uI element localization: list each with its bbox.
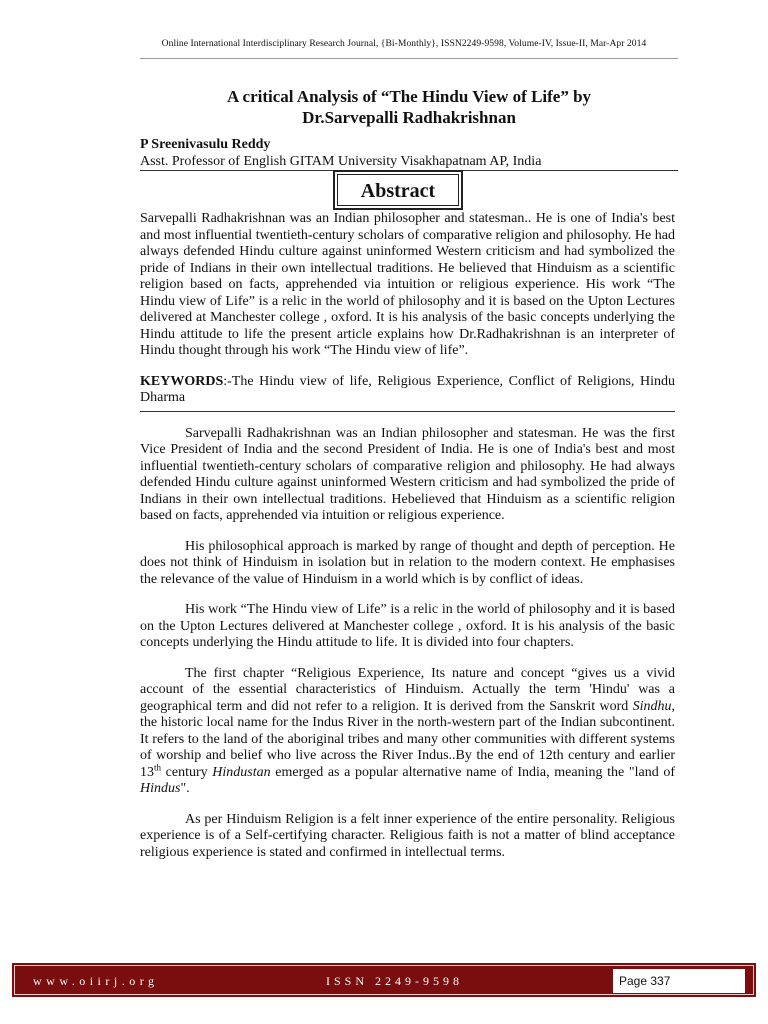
paper-title	[140, 86, 678, 128]
footer-issn: ISSN 2249-9598	[326, 974, 464, 988]
keywords-text: :-The Hindu view of life, Religious Experience, Conflict of Religions, Hindu Dharma	[140, 373, 675, 405]
author-name: P Sreenivasulu Reddy	[140, 137, 271, 152]
keywords-label: KEYWORDS	[140, 373, 224, 389]
p4-sindhu: Sindhu	[632, 698, 672, 714]
footer-url[interactable]: www.oiirj.org	[33, 974, 159, 988]
body-paragraph-5: As per Hinduism Religion is a felt inner experience of the entire personality. Religious experience is of a Self-certifying character. Religious faith is not a matter of blind acceptance religious experience is stated and confirmed in intellectual terms.	[140, 811, 675, 860]
body-paragraph-1: Sarvepalli Radhakrishnan was an Indian philosopher and statesman. He was the first Vice President of India and the second President of India. He is one of India's best and most influential twentieth-century scholars of comparative religion and philosophy. He had always defended Hindu culture against uninformed Western criticism and had symbolized the pride of Indians in their own intellectual traditions. Hebelieved that Hinduism as a scientific religion based on facts, apprehended via intuition or religious experience.	[140, 425, 675, 523]
p4-text-a: The first chapter “Religious Experience, Its nature and concept “gives us a vivid account of the essential characteristics of Hinduism. Actually the term 'Hindu' was a geographical term and did not refer to a religion. It is derived from the Sanskrit word	[140, 665, 675, 714]
page-footer	[12, 963, 756, 997]
abstract-heading-box	[333, 170, 463, 210]
footer-frame	[14, 965, 754, 995]
keywords-divider	[140, 411, 675, 412]
author-affiliation: Asst. Professor of English GITAM University Visakhapatnam AP, India	[140, 154, 542, 169]
p4-text-d: emerged as a popular alternative name of India, meaning the "land of	[270, 764, 675, 780]
article-content	[140, 211, 675, 875]
body-paragraph-4	[140, 666, 675, 798]
abstract-text: Sarvepalli Radhakrishnan was an Indian philosopher and statesman.. He is one of India's best and most influential twentieth-century scholars of comparative religion and philosophy. He had always defended Hindu culture against uninformed Western criticism and had symbolized the pride of Indians in their own intellectual traditions. He believed that Hinduism as a scientific religion based on facts, apprehended via intuition or religious experience. His work “The Hindu view of Life” is a relic in the world of philosophy and it is based on the Upton Lectures delivered at Manchester college , oxford. It is his analysis of the basic concepts underlying the Hindu attitude to life the present article explains how Dr.Radhakrishnan is an interpreter of Hindu thought through his work “The Hindu view of life”.	[140, 211, 675, 358]
page-number: Page 337	[613, 969, 745, 993]
body-paragraph-2: His philosophical approach is marked by range of thought and depth of perception. He does not think of Hinduism in isolation but in relation to the modern context. He emphasises the relevance of the value of Hinduism in a world which is by conflict of ideas.	[140, 538, 675, 587]
header-divider	[140, 58, 678, 59]
p4-text-c: century	[161, 764, 213, 780]
journal-header: Online International Interdisciplinary Research Journal, {Bi-Monthly}, ISSN2249-9598, Volume-IV, Issue-II, Mar-Apr 2014	[161, 38, 647, 49]
p4-hindustan: Hindustan	[212, 764, 271, 780]
keywords	[140, 374, 675, 407]
p4-hindus: Hindus	[140, 781, 181, 796]
p4-text-e: ".	[180, 781, 190, 796]
title-line-2: Dr.Sarvepalli Radhakrishnan	[302, 108, 516, 127]
title-line-1: A critical Analysis of “The Hindu View of Life” by	[226, 87, 592, 106]
body-paragraph-3: His work “The Hindu view of Life” is a relic in the world of philosophy and it is based on the Upton Lectures delivered at Manchester college , oxford. It is his analysis of the basic concepts underlying the Hindu attitude to life. It is divided into four chapters.	[140, 602, 675, 650]
author-block	[140, 136, 678, 171]
p4-superscript: th	[154, 761, 162, 772]
abstract-heading: Abstract	[337, 174, 459, 206]
p4-text-b: , the historic local name for the Indus River in the north-western part of the Indian subcontinent. It refers to the land of the aboriginal tribes and many other communities with different systems of worship and belief who live across the River Indus..By the end of 12th century and earlier 13	[140, 698, 675, 780]
